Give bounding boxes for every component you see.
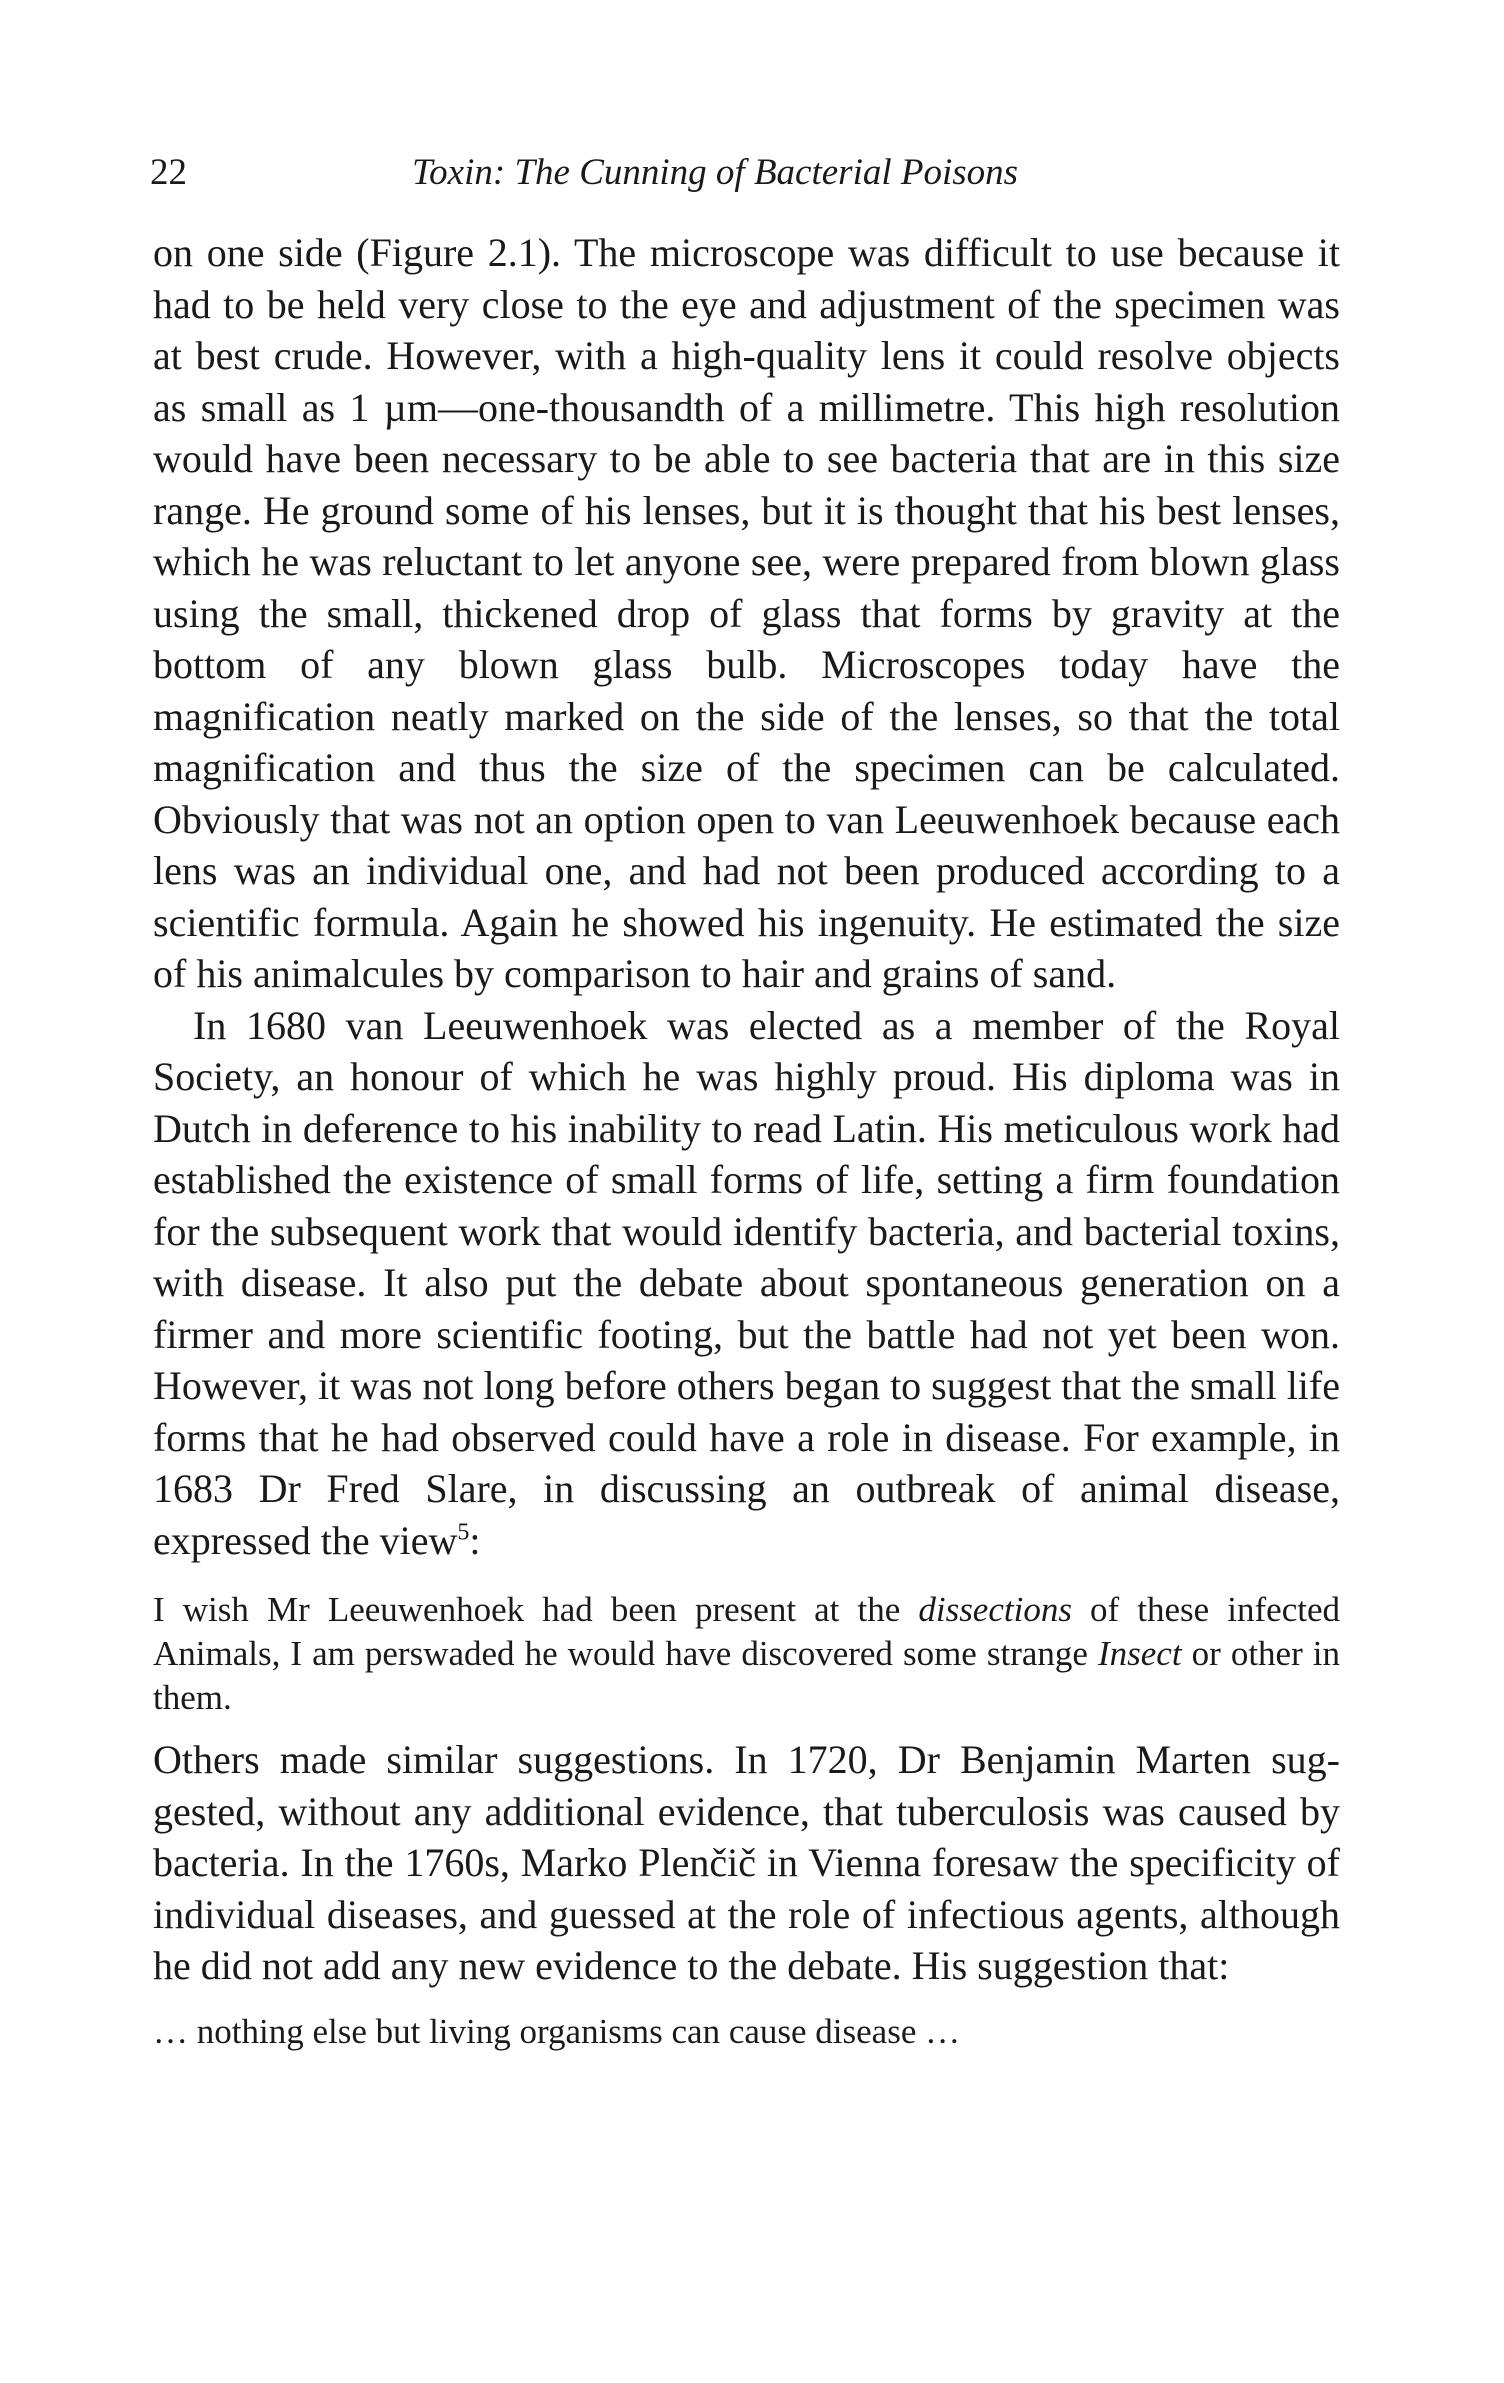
quote-1-italic-dissections: dissections (918, 1590, 1072, 1629)
quote-1-italic-insect: Insect (1098, 1634, 1182, 1673)
paragraph-2-end: : (469, 1517, 481, 1563)
body-text (153, 227, 1340, 2068)
quote-1-part-b: of these infected Animals, I am perswaded he would have discovered some strange (153, 1590, 1340, 1673)
running-head (150, 148, 1340, 198)
block-quote-2: … nothing else but living organisms can cause disease … (153, 2011, 961, 2051)
quote-1-part-a: I wish Mr Leeuwenhoek had been present at the (153, 1590, 919, 1629)
paragraph-3: Others made similar suggestions. In 1720, Dr Benjamin Marten suggested, without any additional evidence, that tuberculosis was caused by bacteria. In the 1760s, Marko Plenčič in Vienna foresaw the specificity of individual diseases, and guessed at the role of infectious agents, although he did not add any new evidence to the debate. His suggestion that: (153, 1737, 1340, 1988)
running-title: Toxin: The Cunning of Bacterial Poisons (412, 152, 1019, 193)
paragraph-2-text: In 1680 van Leeuwenhoek was elected as a member of the Royal Society, an honour of which he was highly proud. His diploma was in Dutch in deference to his inability to read Latin. His meticulous work had established the existence of small forms of life, setting a firm foundation for the subsequent work that would identify bacteria, and bacterial toxins, with disease. It also put the debate about spontaneous generation on a firmer and more scientific footing, but the battle had not yet been won. However, it was not long before others began to suggest that the small life forms that he had observed could have a role in disease. For example, in 1683 Dr Fred Slare, in discussing an outbreak of animal disease, expressed the view (153, 1002, 1340, 1563)
block-quote-1 (153, 1588, 1340, 1720)
paragraph-2 (153, 1000, 1340, 1567)
footnote-ref: 5 (457, 1519, 470, 1546)
quote-1-part-c: or other in them. (153, 1634, 1340, 1717)
page-number: 22 (150, 152, 187, 193)
paragraph-1: on one side (Figure 2.1). The microscope was difficult to use because it had to be held very close to the eye and adjustment of the specimen was at best crude. However, with a high-quality lens it could resolve objects as small as 1 µm—one-thousandth of a millimetre. This high resolution would have been necessary to be able to see bacteria that are in this size range. He ground some of his lenses, but it is thought that his best lenses, which he was reluctant to let anyone see, were prepared from blown glass using the small, thickened drop of glass that forms by gravity at the bottom of any blown glass bulb. Microscopes today have the magnification neatly marked on the side of the lenses, so that the total magnification and thus the size of the specimen can be calculated. Obviously that was not an option open to van Leeuwenhoek because each lens was an individual one, and had not been produced according to a scientific formula. Again he showed his ingenuity. He estimated the size of his animalcules by comparison to hair and grains of sand. (153, 230, 1340, 996)
